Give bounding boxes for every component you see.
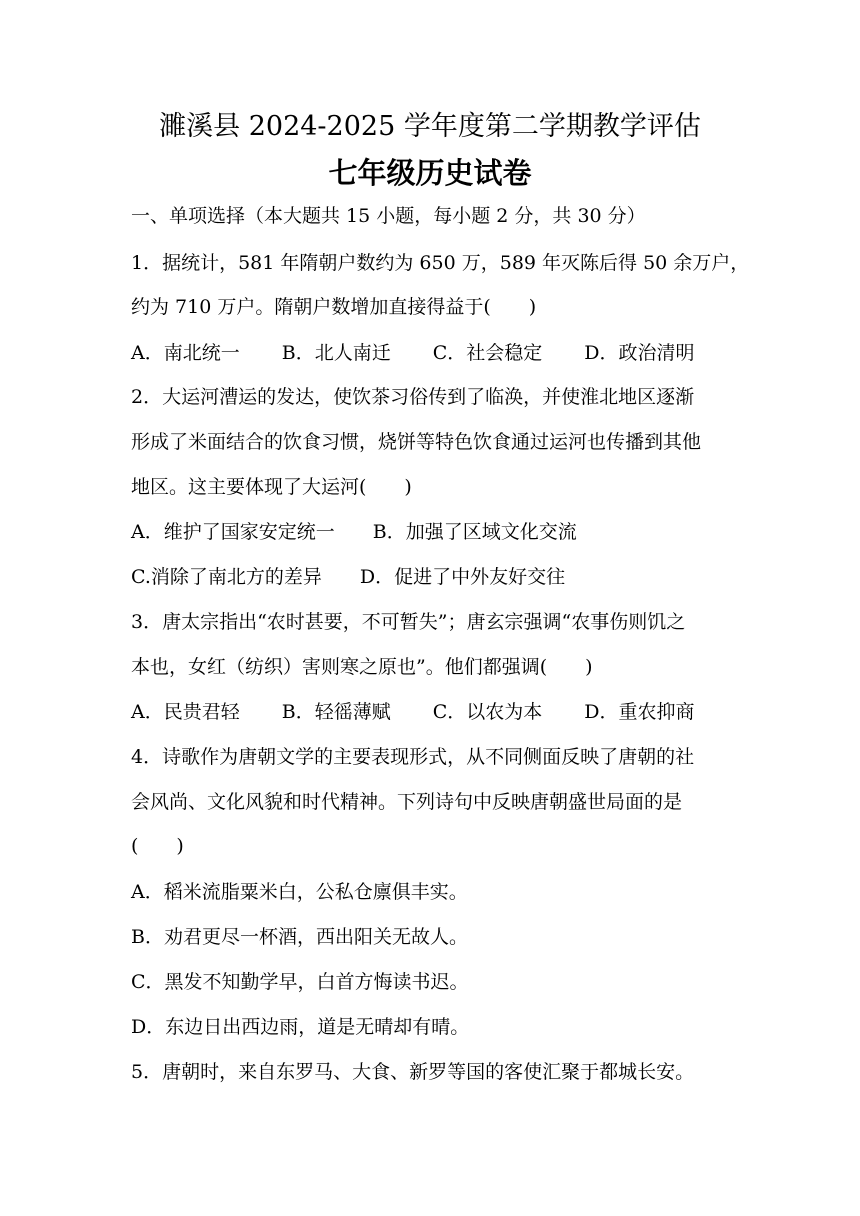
option-b: B．北人南迁 bbox=[281, 342, 391, 364]
option-c: C.消除了南北方的差异 bbox=[131, 566, 322, 588]
question-3-options bbox=[131, 698, 694, 726]
exam-subtitle: 七年级历史试卷 bbox=[328, 156, 532, 190]
question-4-option-b: B．劝君更尽一杯酒，西出阳关无故人。 bbox=[131, 926, 468, 948]
question-4-option-a: A．稻米流脂粟米白，公私仓廪俱丰实。 bbox=[131, 881, 468, 903]
exam-title: 濉溪县 2024-2025 学年度第二学期教学评估 bbox=[159, 111, 701, 142]
option-a: A．民贵君轻 bbox=[131, 701, 240, 723]
option-c: C．以农为本 bbox=[432, 701, 543, 723]
option-a: A．南北统一 bbox=[131, 342, 240, 364]
option-a: A．维护了国家安定统一 bbox=[131, 521, 335, 543]
question-4-line-2: 会风尚、文化风貌和时代精神。下列诗句中反映唐朝盛世局面的是 bbox=[131, 791, 683, 813]
option-d: D．政治清明 bbox=[584, 342, 695, 364]
option-d: D．促进了中外友好交往 bbox=[359, 566, 566, 588]
question-1-line-2: 约为 710 万户。隋朝户数增加直接得益于( ) bbox=[131, 296, 537, 318]
question-1-line-1: 1．据统计，581 年隋朝户数约为 650 万，589 年灭陈后得 50 余万户， bbox=[131, 252, 750, 274]
question-4-line-1: 4．诗歌作为唐朝文学的主要表现形式，从不同侧面反映了唐朝的社 bbox=[131, 746, 695, 768]
option-b: B．加强了区域文化交流 bbox=[372, 521, 577, 543]
question-2-options-row-1 bbox=[131, 518, 577, 546]
question-5-line-1: 5．唐朝时，来自东罗马、大食、新罗等国的客使汇聚于都城长安。 bbox=[131, 1061, 695, 1083]
question-2-line-2: 形成了米面结合的饮食习惯，烧饼等特色饮食通过运河也传播到其他 bbox=[131, 431, 702, 453]
question-1-options bbox=[131, 339, 694, 367]
question-3-line-1: 3．唐太宗指出“农时甚要，不可暂失”；唐玄宗强调“农事伤则饥之 bbox=[131, 611, 686, 633]
question-4-line-3: ( ) bbox=[131, 835, 184, 857]
section-heading: 一、单项选择（本大题共 15 小题，每小题 2 分，共 30 分） bbox=[131, 205, 646, 227]
option-b: B．轻徭薄赋 bbox=[281, 701, 391, 723]
option-c: C．社会稳定 bbox=[432, 342, 543, 364]
option-d: D．重农抑商 bbox=[584, 701, 695, 723]
question-4-option-c: C．黑发不知勤学早，白首方悔读书迟。 bbox=[131, 971, 469, 993]
question-2-options-row-2 bbox=[131, 563, 565, 591]
question-2-line-3: 地区。这主要体现了大运河( ) bbox=[131, 476, 412, 498]
question-3-line-2: 本也，女红（纺织）害则寒之原也”。他们都强调( ) bbox=[131, 656, 593, 678]
question-2-line-1: 2．大运河漕运的发达，使饮茶习俗传到了临涣，并使淮北地区逐渐 bbox=[131, 386, 695, 408]
question-4-option-d: D．东边日出西边雨，道是无晴却有晴。 bbox=[131, 1016, 470, 1038]
